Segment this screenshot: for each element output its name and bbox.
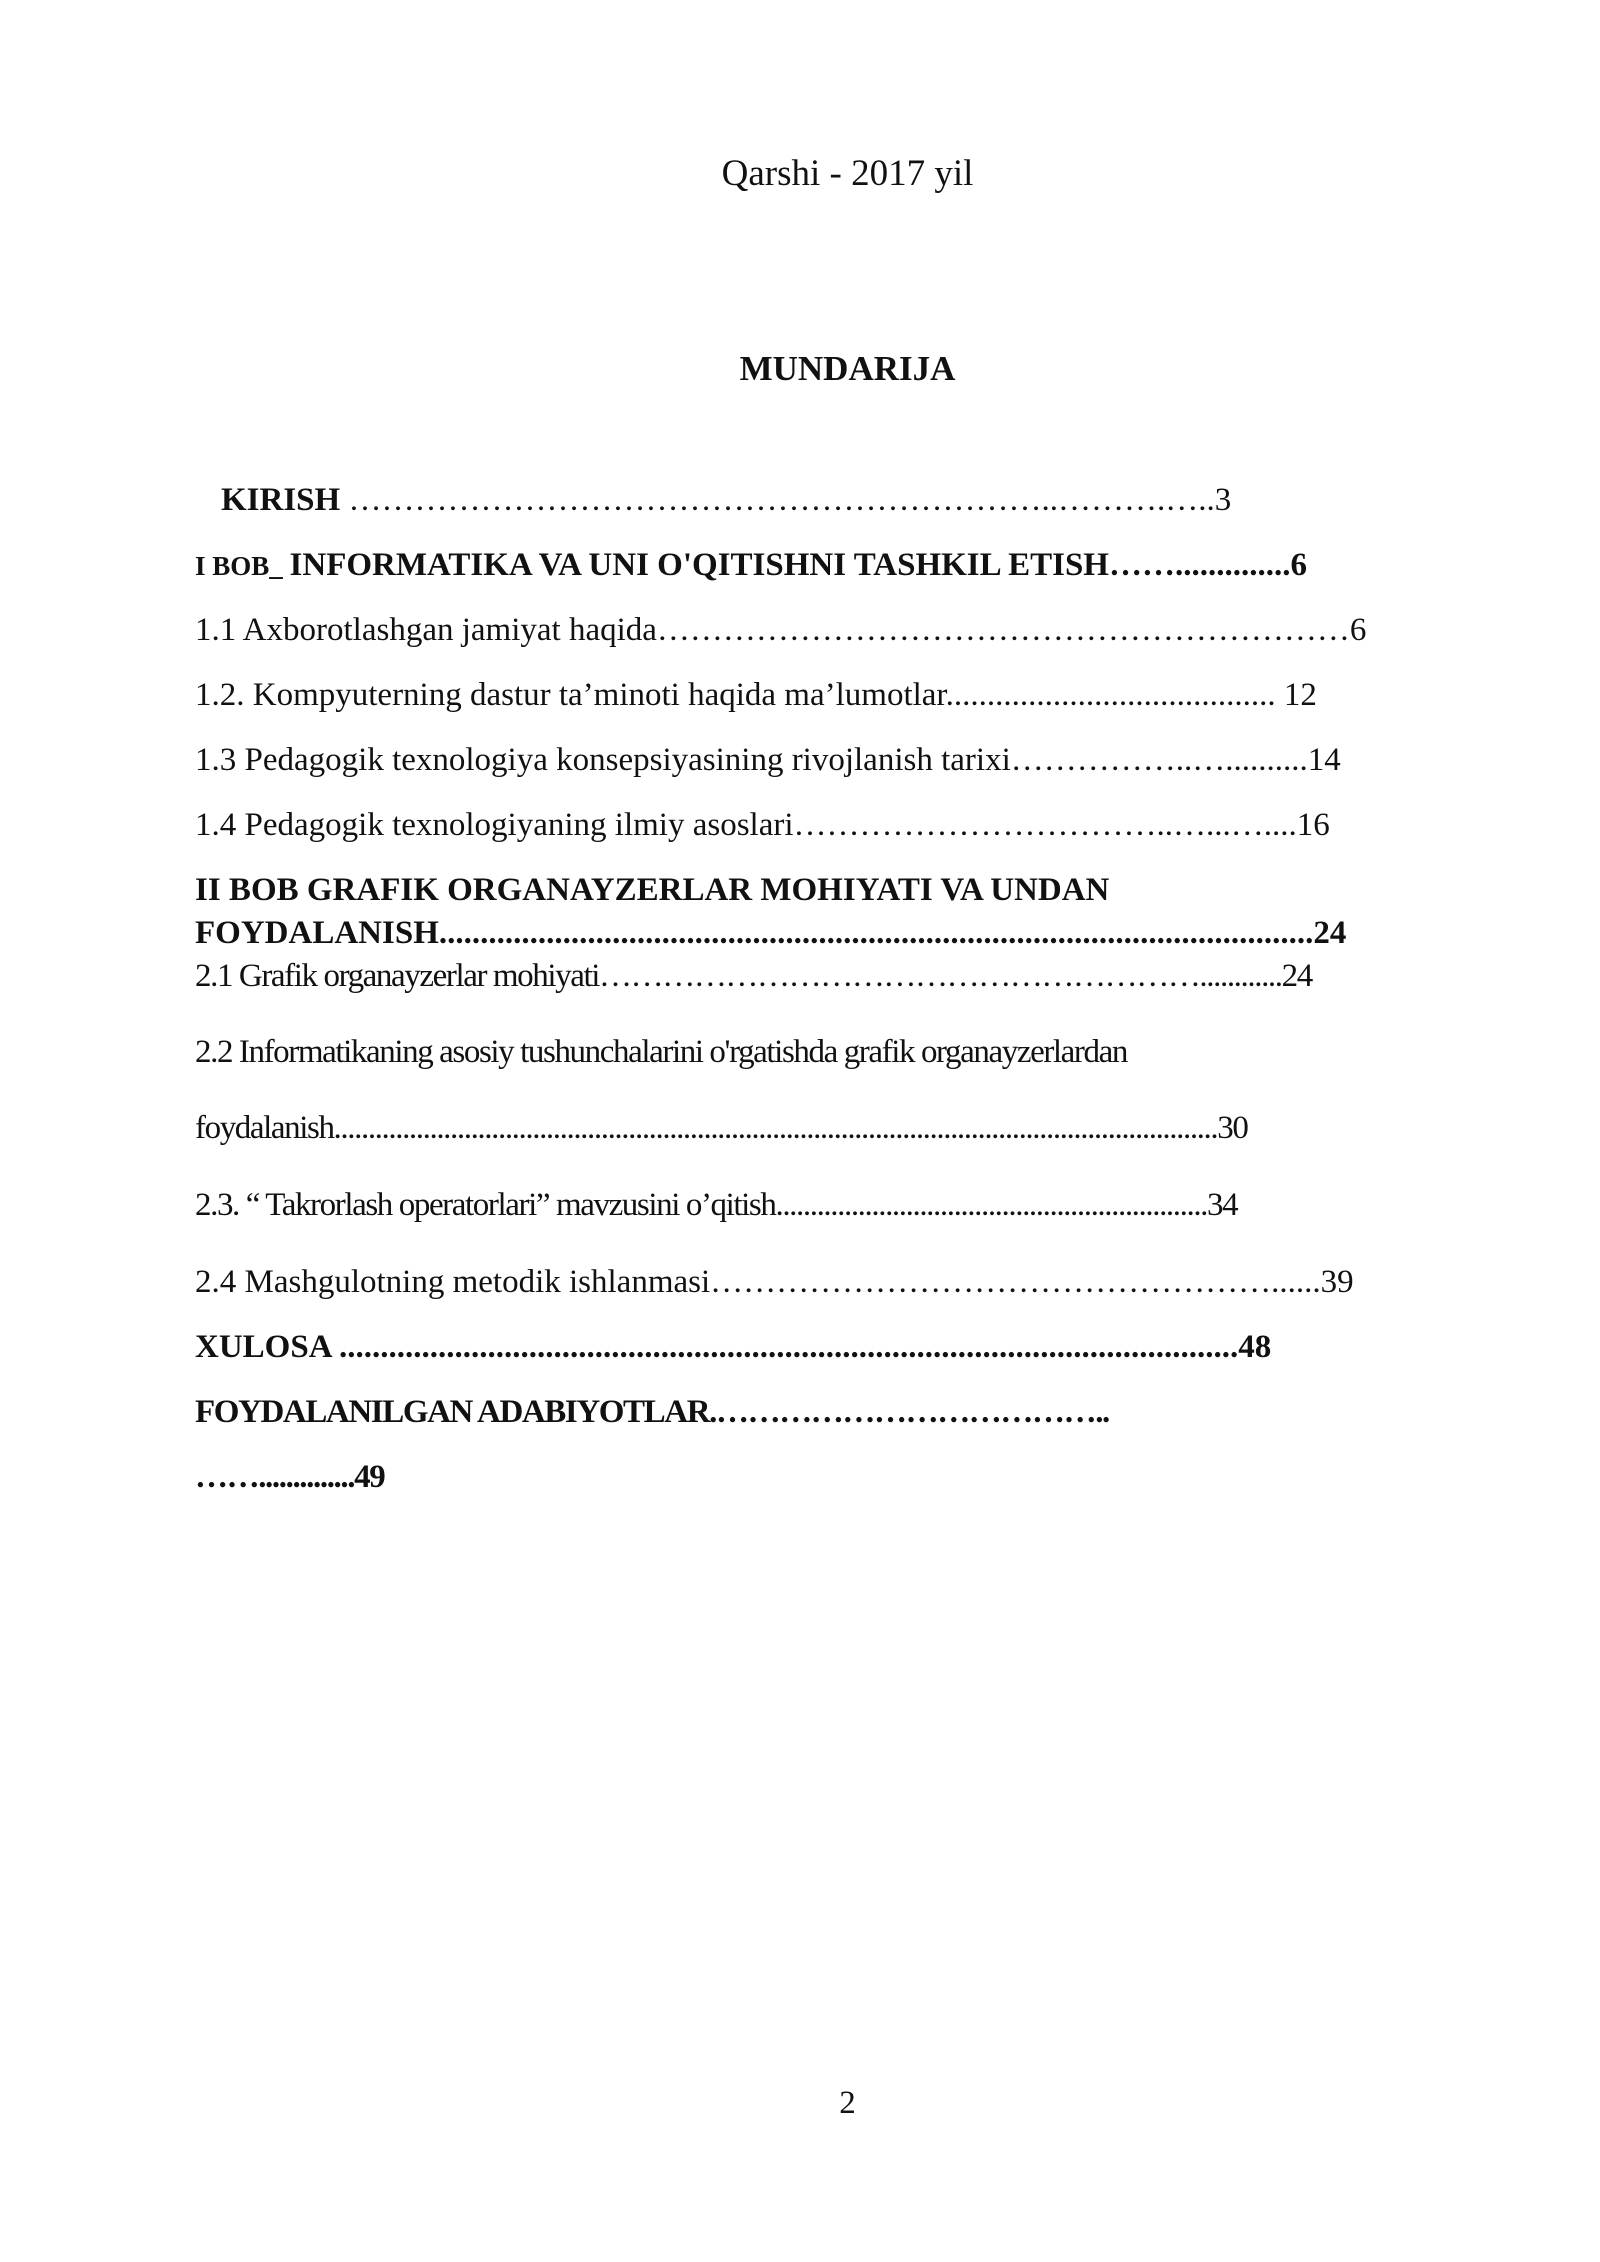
page-number: 2: [839, 2085, 856, 2121]
toc-entry-bob-2-line2[interactable]: FOYDALANISH..........................................................................................................24: [195, 915, 1347, 951]
toc-entry-kirish-label: KIRISH: [221, 482, 349, 518]
toc-entry-2-2-line2[interactable]: foydalanish.................................................................................................................................30: [195, 1110, 1248, 1146]
toc-entry-kirish-leader: ………………………………………………………..……….…..3: [348, 482, 1232, 518]
toc-entry-1-1[interactable]: 1.1 Axborotlashgan jamiyat haqida………………………………………………………6: [195, 612, 1367, 648]
toc-entry-2-3[interactable]: 2.3. “ Takrorlash operatorlari” mavzusini o’qitish...............................................................34: [195, 1187, 1238, 1223]
toc-entry-2-4[interactable]: 2.4 Mashgulotning metodik ishlanmasi……………………………………………......39: [195, 1264, 1354, 1300]
city-year: Qarshi - 2017 yil: [721, 153, 974, 194]
toc-entry-1-3[interactable]: 1.3 Pedagogik texnologiya konsepsiyasining rivojlanish tarixi……………..…..........14: [195, 742, 1341, 778]
toc-entry-2-2-line1[interactable]: 2.2 Informatikaning asosiy tushunchalarini o'rgatishda grafik organayzerlardan: [195, 1034, 1127, 1070]
toc-entry-kirish[interactable]: [221, 477, 1501, 523]
toc-entry-2-1[interactable]: 2.1 Grafik organayzerlar mohiyati…………………………………………………............24: [195, 958, 1312, 994]
toc-entry-bob-1-leader: ……..............6: [1108, 547, 1307, 583]
toc-entry-adabiyot-line2[interactable]: ……..............49: [195, 1459, 385, 1495]
toc-entry-1-4[interactable]: 1.4 Pedagogik texnologiyaning ilmiy asoslari……………………………..…...…....16: [195, 807, 1330, 843]
toc-entry-bob-2-line1[interactable]: II BOB GRAFIK ORGANAYZERLAR MOHIYATI VA UNDAN: [195, 872, 1110, 908]
toc-entry-xulosa[interactable]: XULOSA .............................................................................................................48: [195, 1329, 1272, 1365]
toc-entry-adabiyot-line1[interactable]: FOYDALANILGAN ADABIYOTLAR.………………………………..: [195, 1394, 1109, 1430]
toc-entry-bob-1-title: INFORMATIKA VA UNI O'QITISHNI TASHKIL ETISH: [289, 547, 1109, 583]
toc-entry-1-2[interactable]: 1.2. Kompyuterning dastur ta’minoti haqida ma’lumotlar........................................ 12: [195, 677, 1317, 713]
toc-entry-bob-1-prefix: I BOB_: [195, 551, 290, 581]
toc-title: MUNDARIJA: [739, 349, 956, 388]
toc-entry-bob-1[interactable]: [195, 542, 1500, 589]
